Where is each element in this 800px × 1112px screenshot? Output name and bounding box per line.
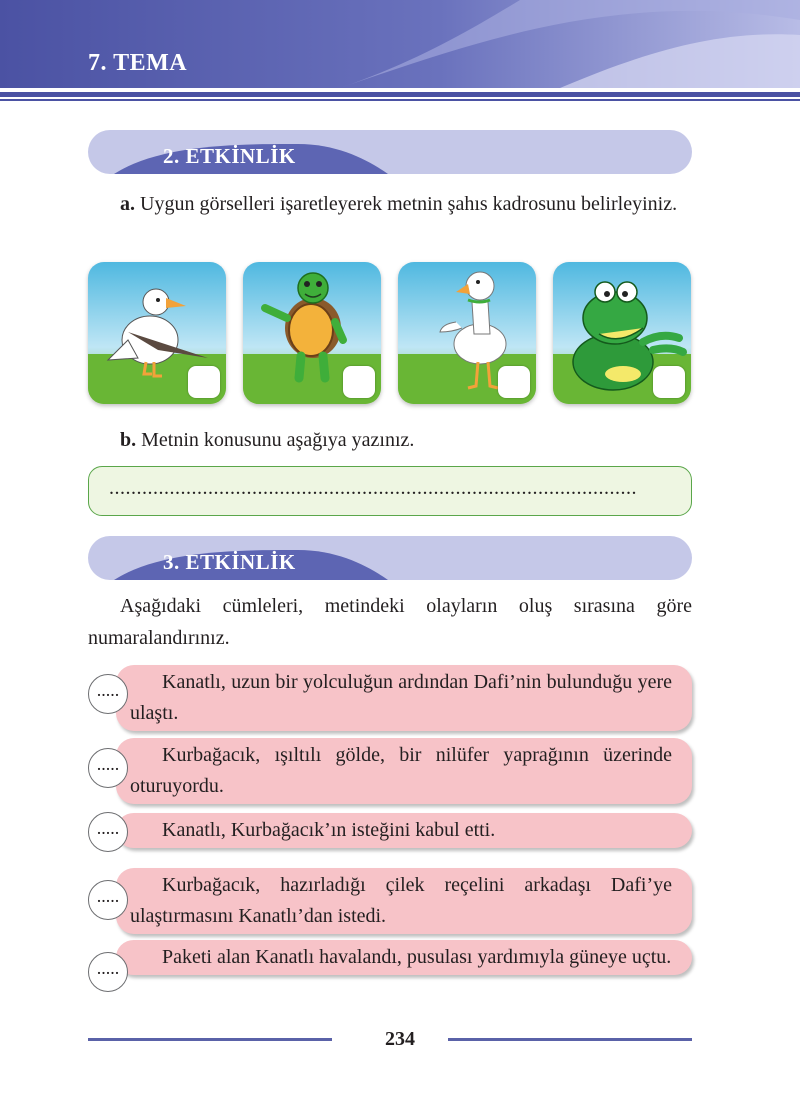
sequence-item-text: Kurbağacık, hazırladığı çilek reçelini arkadaşı Dafi’ye ulaştırmasını Kanatlı’dan istedi.	[130, 874, 672, 927]
sequence-item-1	[116, 665, 692, 731]
footer-line-right	[448, 1038, 692, 1041]
character-card-seagull	[88, 262, 226, 404]
footer-line-left	[88, 1038, 332, 1041]
page-header	[0, 0, 800, 110]
activity3-banner	[88, 536, 692, 582]
sequence-number-field-5[interactable]: .....	[88, 952, 128, 992]
activity2-banner	[88, 130, 692, 176]
page-number: 234	[385, 1028, 415, 1050]
select-checkbox-seagull[interactable]	[188, 366, 220, 398]
topic-answer-field[interactable]	[88, 466, 692, 516]
part-b-text: Metnin konusunu aşağıya yazınız.	[136, 429, 415, 451]
sequence-number-field-3[interactable]: .....	[88, 812, 128, 852]
select-checkbox-frog[interactable]	[653, 366, 685, 398]
sequence-item-3	[116, 813, 692, 848]
sequence-number-field-2[interactable]: .....	[88, 748, 128, 788]
sequence-number-field-1[interactable]: .....	[88, 674, 128, 714]
character-card-duck	[398, 262, 536, 404]
select-checkbox-duck[interactable]	[498, 366, 530, 398]
sequence-item-4	[116, 868, 692, 934]
select-checkbox-turtle[interactable]	[343, 366, 375, 398]
activity3-instruction: Aşağıdaki cümleleri, metindeki olayların oluş sırasına göre numaralandırınız.	[88, 595, 692, 649]
sequence-item-text: Kanatlı, Kurbağacık’ın isteğini kabul etti.	[162, 819, 496, 841]
theme-title: 7. TEMA	[88, 50, 188, 76]
sequence-item-text: Kanatlı, uzun bir yolculuğun ardından Dafi’nin bulunduğu yere ulaştı.	[130, 671, 672, 724]
activity2-part-b	[88, 424, 692, 456]
sequence-item-2	[116, 738, 692, 804]
sequence-item-text: Kurbağacık, ışıltılı gölde, bir nilüfer yaprağının üzerinde oturuyordu.	[130, 744, 672, 797]
activity2-part-a	[88, 188, 692, 220]
character-card-frog	[553, 262, 691, 404]
sequence-number-field-4[interactable]: .....	[88, 880, 128, 920]
activity3-title: 3. ETKİNLİK	[163, 550, 296, 574]
character-card-turtle	[243, 262, 381, 404]
part-b-label: b.	[120, 429, 137, 451]
sequence-item-5	[116, 940, 692, 975]
activity2-title: 2. ETKİNLİK	[163, 144, 296, 168]
answer-dots: ................................................................................................	[109, 477, 637, 499]
sequence-item-text: Paketi alan Kanatlı havalandı, pusulası yardımıyla güneye uçtu.	[162, 946, 672, 968]
part-a-label: a.	[120, 193, 135, 215]
part-a-text: Uygun görselleri işaretleyerek metnin şahıs kadrosunu belirleyiniz.	[135, 193, 678, 215]
